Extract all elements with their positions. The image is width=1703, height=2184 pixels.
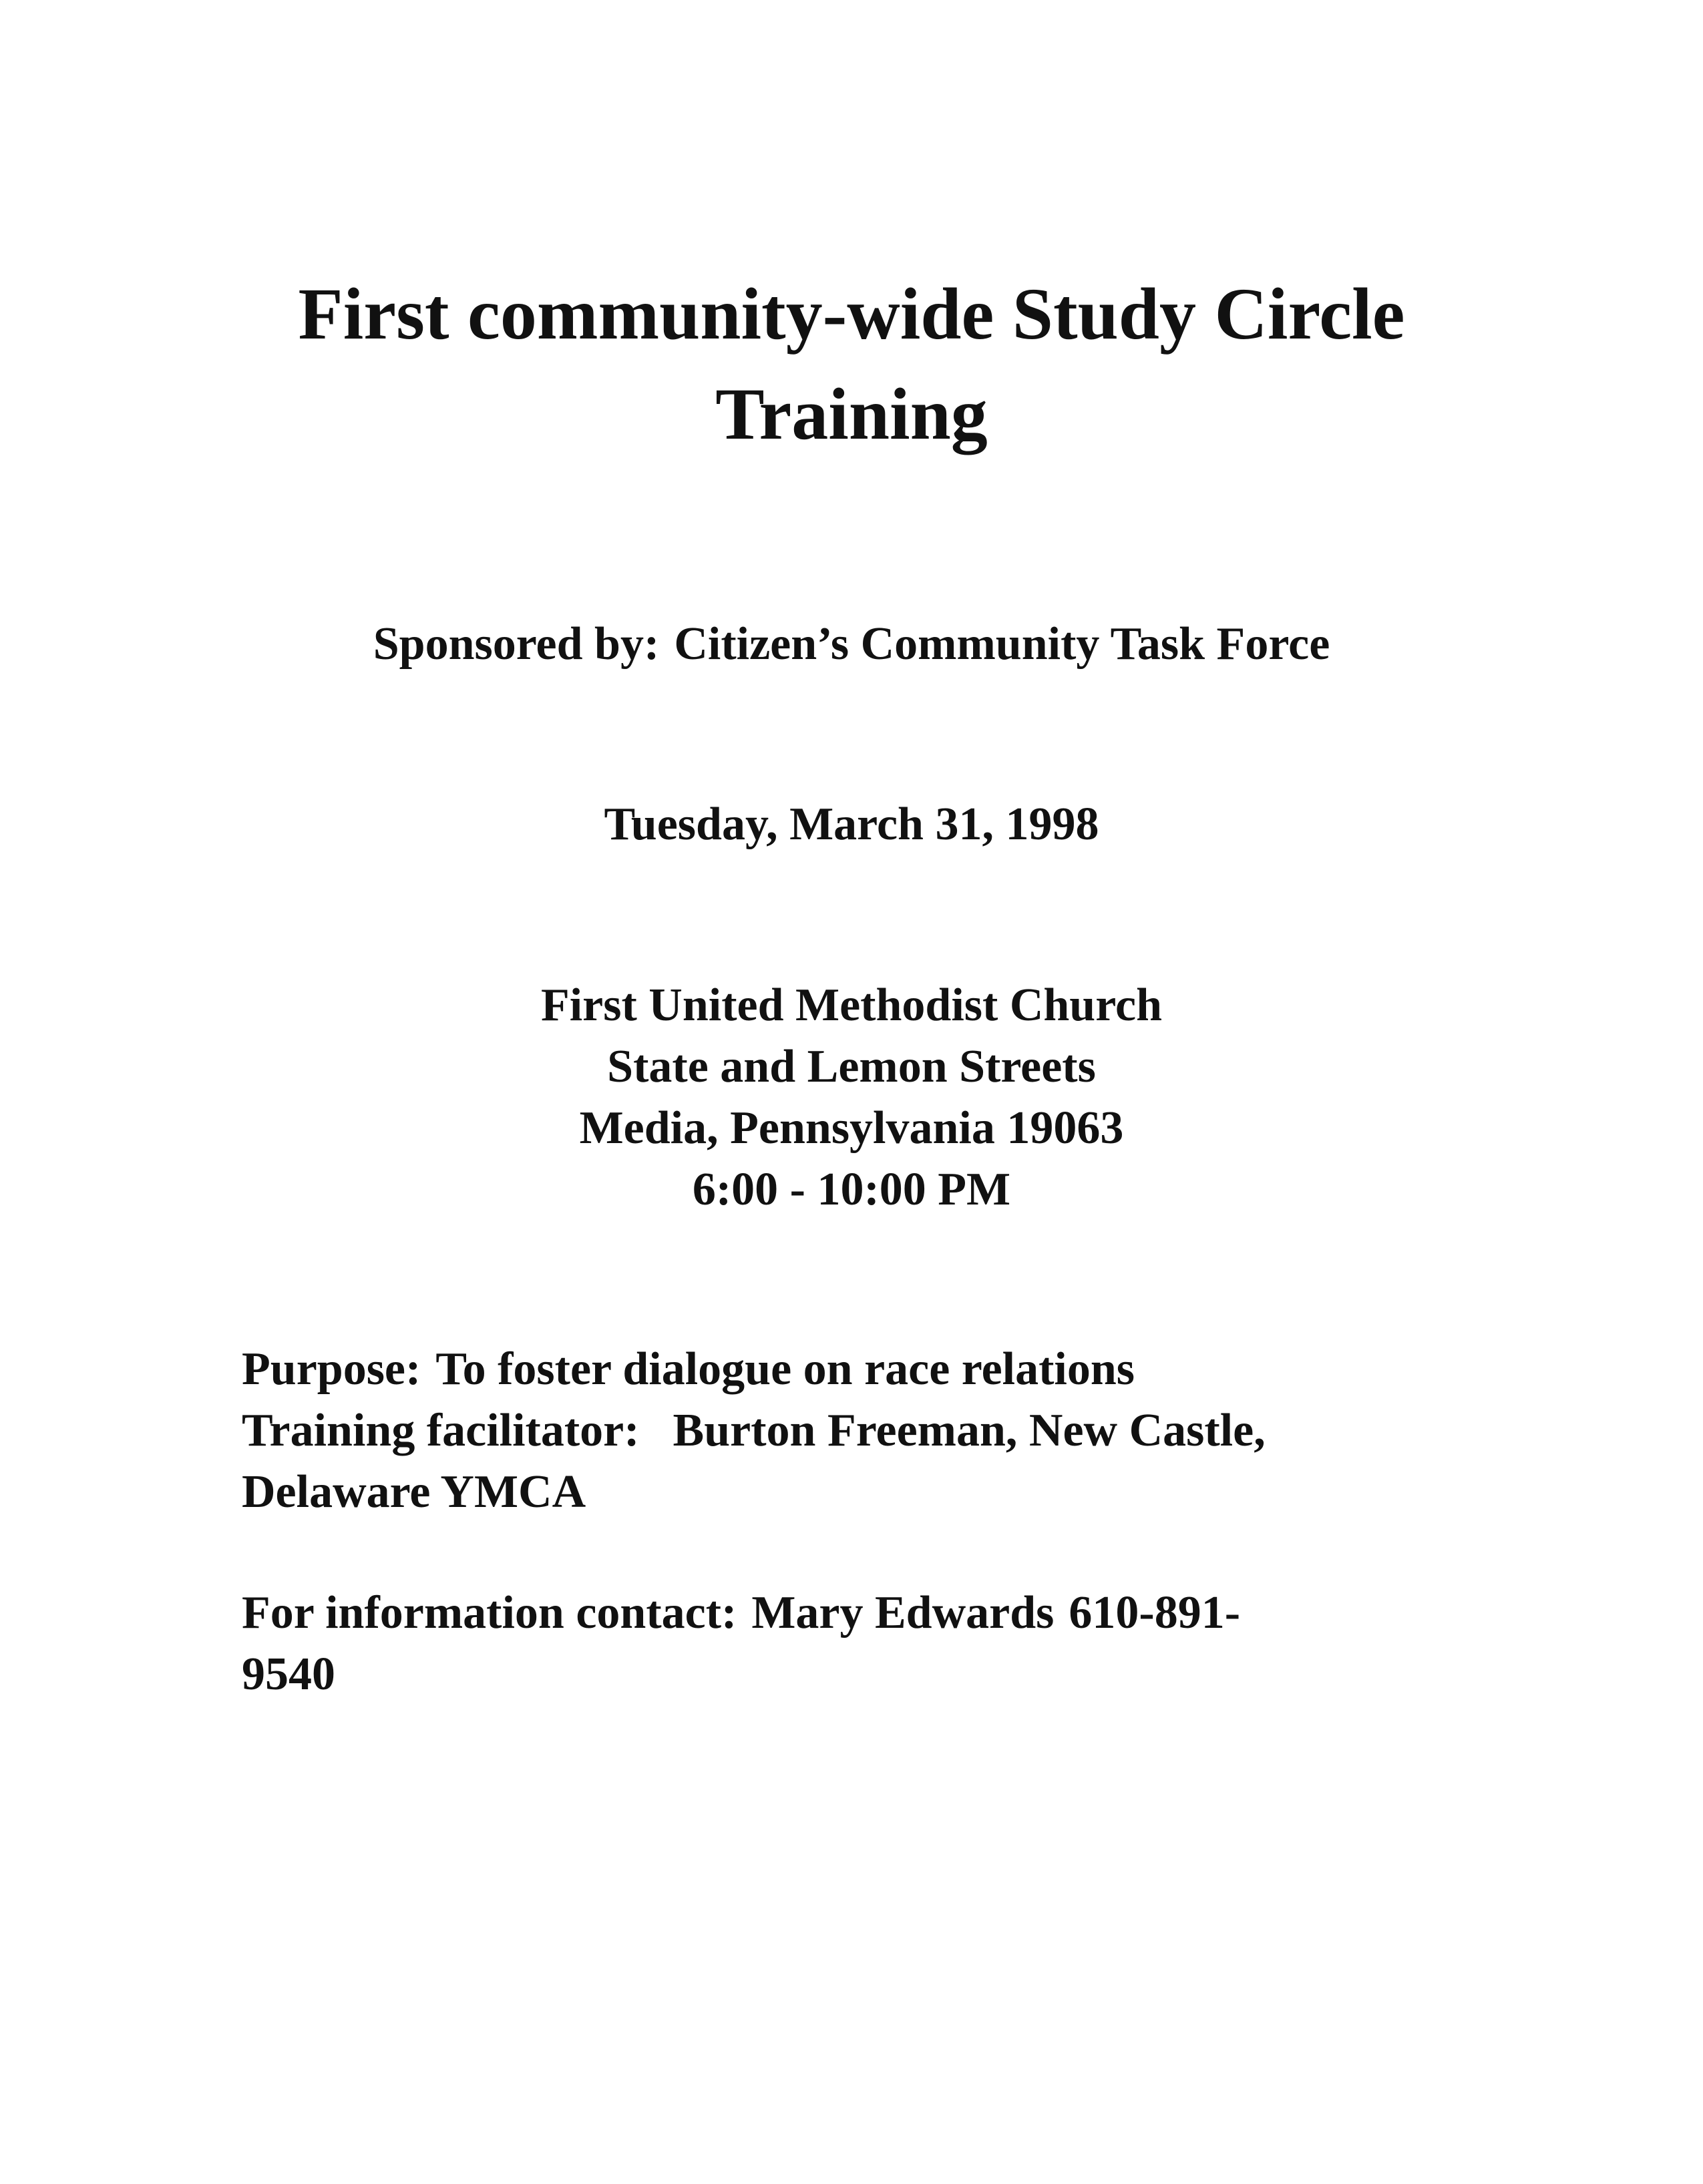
contact-line [242,1582,1477,1644]
title-line-1: First community-wide Study Circle [298,273,1405,355]
contact-phone-part-2: 9540 [242,1649,335,1700]
title-line-2: Training [715,373,988,455]
facilitator-text: Burton Freeman, New Castle, [673,1405,1266,1456]
facilitator-label: Training facilitator: [242,1405,640,1456]
details-block [242,1339,1477,1523]
contact-name: Mary Edwards [751,1587,1055,1639]
venue-street: State and Lemon Streets [607,1041,1096,1092]
facilitator-line [242,1400,1477,1462]
contact-label: For information contact: [242,1587,737,1639]
venue-block [0,975,1703,1221]
sponsor-name: Citizen’s Community Task Force [674,618,1330,670]
sponsor-label: Sponsored by: [373,618,660,670]
event-date: Tuesday, March 31, 1998 [604,799,1099,850]
purpose-line [242,1339,1477,1400]
flyer-title [0,264,1703,464]
venue-city: Media, Pennsylvania 19063 [579,1102,1124,1154]
facilitator-line-2: Delaware YMCA [242,1466,586,1518]
sponsor-line [0,611,1703,678]
purpose-label: Purpose: [242,1343,421,1395]
contact-block [242,1582,1477,1705]
event-time: 6:00 - 10:00 PM [692,1164,1011,1215]
venue-name: First United Methodist Church [540,979,1163,1031]
contact-phone-part-1: 610-891- [1069,1587,1241,1639]
purpose-text: To foster dialogue on race relations [435,1343,1135,1395]
